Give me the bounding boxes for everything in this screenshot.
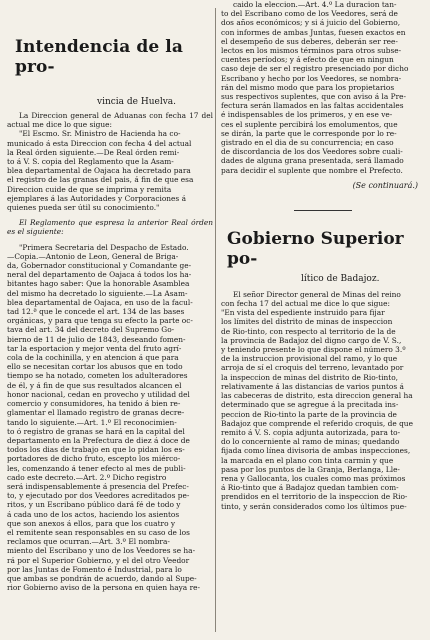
text-line: tar la esportacion y mejor venta del fruto agrí- — [7, 343, 182, 353]
text-line: arroja de sí el croquis del terreno, levantado por — [221, 363, 404, 373]
text-line: de él, y á fin de que sus resultados alcancen el — [7, 380, 182, 390]
text-line: de la instruccion provisional del ramo, y lo que — [221, 354, 398, 364]
text-line: cado este decreto.—Art. 2.º Dicho registro — [7, 472, 167, 482]
text-line: les, comenzando á tener efecto al mes de publi- — [7, 463, 186, 473]
text-line: quienes pueda ser útil su conocimiento." — [7, 203, 160, 213]
left-column — [7, 0, 213, 640]
text-line: será indispensablemente á presencia del Prefec- — [7, 481, 189, 491]
text-line: dos años económicos; y si á juicio del Gobierno, — [221, 18, 401, 28]
text-line: é indispensables de los primeros, y en ese ve- — [221, 110, 393, 120]
text-line: tiempo se ha notado, cometen los adulteradores — [7, 371, 188, 381]
text-line: se dirán, la parte que le corresponde por lo re- — [221, 128, 397, 138]
text-line: reclamos que ocurran.—Art. 3.º El nombra- — [7, 537, 170, 547]
continued-note: (Se continuará.) — [352, 180, 418, 190]
reglamento-body — [7, 243, 213, 593]
section-divider — [294, 210, 352, 211]
intro-paragraph: La Direccion general de Aduanas con fecha 17 del actual me dice lo que sigue: — [7, 111, 213, 130]
text-line: glamentar el llamado registro de granas decre- — [7, 408, 185, 418]
text-line: pasa por los puntos de la Granja, Berlanga, Lle- — [221, 464, 400, 474]
text-line: —Copia.—Antonio de Leon, General de Briga- — [7, 251, 179, 261]
text-line: gistrado en el dia de su concurrencia; en caso — [221, 138, 394, 148]
section-title-badajoz-cont: lítico de Badajoz. — [301, 273, 380, 284]
text-line: rena y Gallocanta, los cuales como mas próximos — [221, 473, 406, 483]
text-line: departamento en la Prefectura de diez á doce de — [7, 435, 190, 445]
badajoz-body — [221, 290, 424, 511]
text-line: ces el suplente percibirá los emolumentos, que — [221, 119, 398, 129]
text-line: sus respectivos suplentes, que con aviso á la Pre- — [221, 92, 407, 102]
text-line: to á V. S. copia del Reglamento que la Asam- — [7, 157, 174, 167]
text-line: comercio y consumidores, ha tenido á bien re- — [7, 399, 181, 409]
text-line: tava del art. 34 del decreto del Supremo Go- — [7, 325, 175, 335]
text-line: dades de alguna grana presentada, será llamado — [221, 156, 404, 166]
text-line: ejemplares á las Autoridades y Corporaciones á — [7, 193, 186, 203]
text-line: fijada como línea divisoria de ambas inspecciones, — [221, 446, 411, 456]
text-line: honor nacional, cedan en provecho y utilidad del — [7, 389, 190, 399]
text-line: rán del mismo modo que para los propietarios — [221, 82, 395, 92]
text-line: neral del departamento de Oajaca á todos los ha- — [7, 270, 192, 280]
text-line: que son anexos á ellos, para que los cuatro y — [7, 518, 176, 528]
text-line: tinto, y serán considerados como los últimos pue- — [221, 501, 407, 511]
text-line: "El Escmo. Sr. Ministro de Hacienda ha co- — [19, 129, 181, 139]
text-line: la marcada en el plano con tinta carmin y que — [221, 455, 394, 465]
text-line: los límites del distrito de minas de inspeccion — [221, 317, 393, 327]
text-line: miento del Escribano y uno de los Veedores se ha- — [7, 546, 196, 556]
text-line: blea departamental de Oajaca, en uso de la facul- — [7, 297, 193, 307]
text-line: fectura serán llamados en las faltas accidentales — [221, 101, 404, 111]
text-line: orgánicas, y para que tenga su efecto la parte oc- — [7, 316, 193, 326]
text-line: cola de la cochinilla, y en atencion á que para — [7, 353, 179, 363]
text-line: el registro de las granas del pais, á fin de que esa — [7, 175, 194, 185]
text-line: to, y ejecutado por dos Veedores acreditados pe- — [7, 491, 190, 501]
text-line: la provincia de Badajoz del digno cargo de V. S., — [221, 335, 402, 345]
text-line: para decidir el suplente que nombre el Prefecto. — [221, 165, 403, 175]
text-line: del mismo ha decretado lo siguiente.—La Asam- — [7, 288, 188, 298]
text-line: prendidos en el territorio de la inspeccion de Rio- — [221, 492, 408, 502]
text-line: las cabeceras de distrito, esta direccion general ha — [221, 391, 413, 401]
text-line: la inspeccion de minas del distrito de Rio-tinto, — [221, 372, 399, 382]
text-line: determinado que se agregue á la precitada ins- — [221, 400, 399, 410]
section-title-huelva-cont: vincia de Huelva. — [97, 97, 177, 107]
text-line: rá por el Superior Gobierno, y el del otro Veedor — [7, 555, 190, 565]
text-line: do lo concerniente al ramo de minas; quedando — [221, 437, 400, 447]
reglamento-body-cont — [221, 0, 424, 175]
section-title-badajoz: Gobierno Superior po- — [227, 228, 404, 269]
text-line: "Primera Secretaria del Despacho de Estado. — [19, 242, 189, 252]
real-orden-block — [7, 129, 213, 212]
text-line: que ambas se pondrán de acuerdo, dando al Supe- — [7, 573, 197, 583]
text-line: to del Escribano como de los Veedores, será de — [221, 9, 398, 19]
text-line: Badajoz que comprende el referido croquis, de que — [221, 418, 413, 428]
text-line: el desempeño de sus deberes, deberán ser ree- — [221, 36, 398, 46]
text-line: El señor Director general de Minas del reino — [233, 289, 401, 299]
text-line: cuentes períodos; y á efecto de que en ningun — [221, 55, 394, 65]
text-line: tando lo siguiente.—Art. 1.º El reconocimien- — [7, 417, 177, 427]
text-line: lectos en los mismos términos para otros subse- — [221, 46, 402, 56]
text-line: to ó registro de granas se hará en la capital del — [7, 426, 185, 436]
column-divider — [215, 8, 216, 632]
text-line: á Rio-tinto que á Badajoz quedan tambien com- — [221, 483, 399, 493]
text-line: rior Gobierno aviso de la persona en quien haya re- — [7, 583, 200, 593]
text-line: el remitente sean responsables en su caso de los — [7, 527, 190, 537]
reglamento-subtitle: El Reglamento que espresa la anterior Real órden es el siguiente: — [7, 218, 213, 237]
text-line: á cada uno de los actos, haciendo los asientos — [7, 509, 180, 519]
text-line: remito á V. S. copia adjunta autorizada, para to- — [221, 427, 401, 437]
text-line: da, Gobernador constitucional y Comandante ge- — [7, 261, 192, 271]
text-line: caido la eleccion.—Art. 4.º La duracion tan- — [233, 0, 397, 9]
text-line: bierno de 11 de julio de 1843, deseando fomen- — [7, 334, 186, 344]
text-line: y teniendo presente lo que dispone el número 3.º — [221, 345, 406, 355]
text-line: peccion de Rio-tinto la parte de la provincia de — [221, 409, 397, 419]
text-line: "En vista del espediente instruido para fijar — [221, 308, 385, 318]
text-line: Direccion cuide de que se imprima y remita — [7, 184, 172, 194]
text-line: bitantes hago saber: Que la honorable Asamblea — [7, 279, 190, 289]
text-line: todos los dias de trabajo en que lo pidan los es- — [7, 445, 185, 455]
text-line: de discordancia de los dos Veedores sobre cuali- — [221, 147, 403, 157]
text-line: tad 12.ª que le concede el art. 134 de las bases — [7, 307, 185, 317]
text-line: blea departamental de Oajaca ha decretado para — [7, 166, 191, 176]
text-line: municado á esta Direccion con fecha 4 del actual — [7, 138, 192, 148]
text-line: la Real órden siguiente.—De Real órden remi- — [7, 147, 180, 157]
text-line: portadores de dicho fruto, escepto los miérco- — [7, 454, 181, 464]
text-line: relativamente á las distancias de varios puntos á — [221, 381, 404, 391]
text-line: ritos, y un Escribano público dará fé de todo y — [7, 500, 181, 510]
text-line: de Rio-tinto, con respecto al territorio de la de — [221, 326, 396, 336]
text-line: Escribano y hecho por los Veedores, se nombra- — [221, 73, 402, 83]
right-column — [221, 0, 424, 640]
text-line: con informes de ambas Juntas, fuesen exactos en — [221, 27, 406, 37]
text-line: ello se necesitan cortar los abusos que en todo — [7, 362, 183, 372]
section-title-huelva: Intendencia de la pro- — [15, 37, 183, 77]
text-line: por las Juntas de Fomento é Industrial, para lo — [7, 564, 182, 574]
text-line: con fecha 17 del actual me dice lo que sigue: — [221, 299, 391, 309]
text-line: caso deje de ser el registro presenciado por dicho — [221, 64, 409, 74]
